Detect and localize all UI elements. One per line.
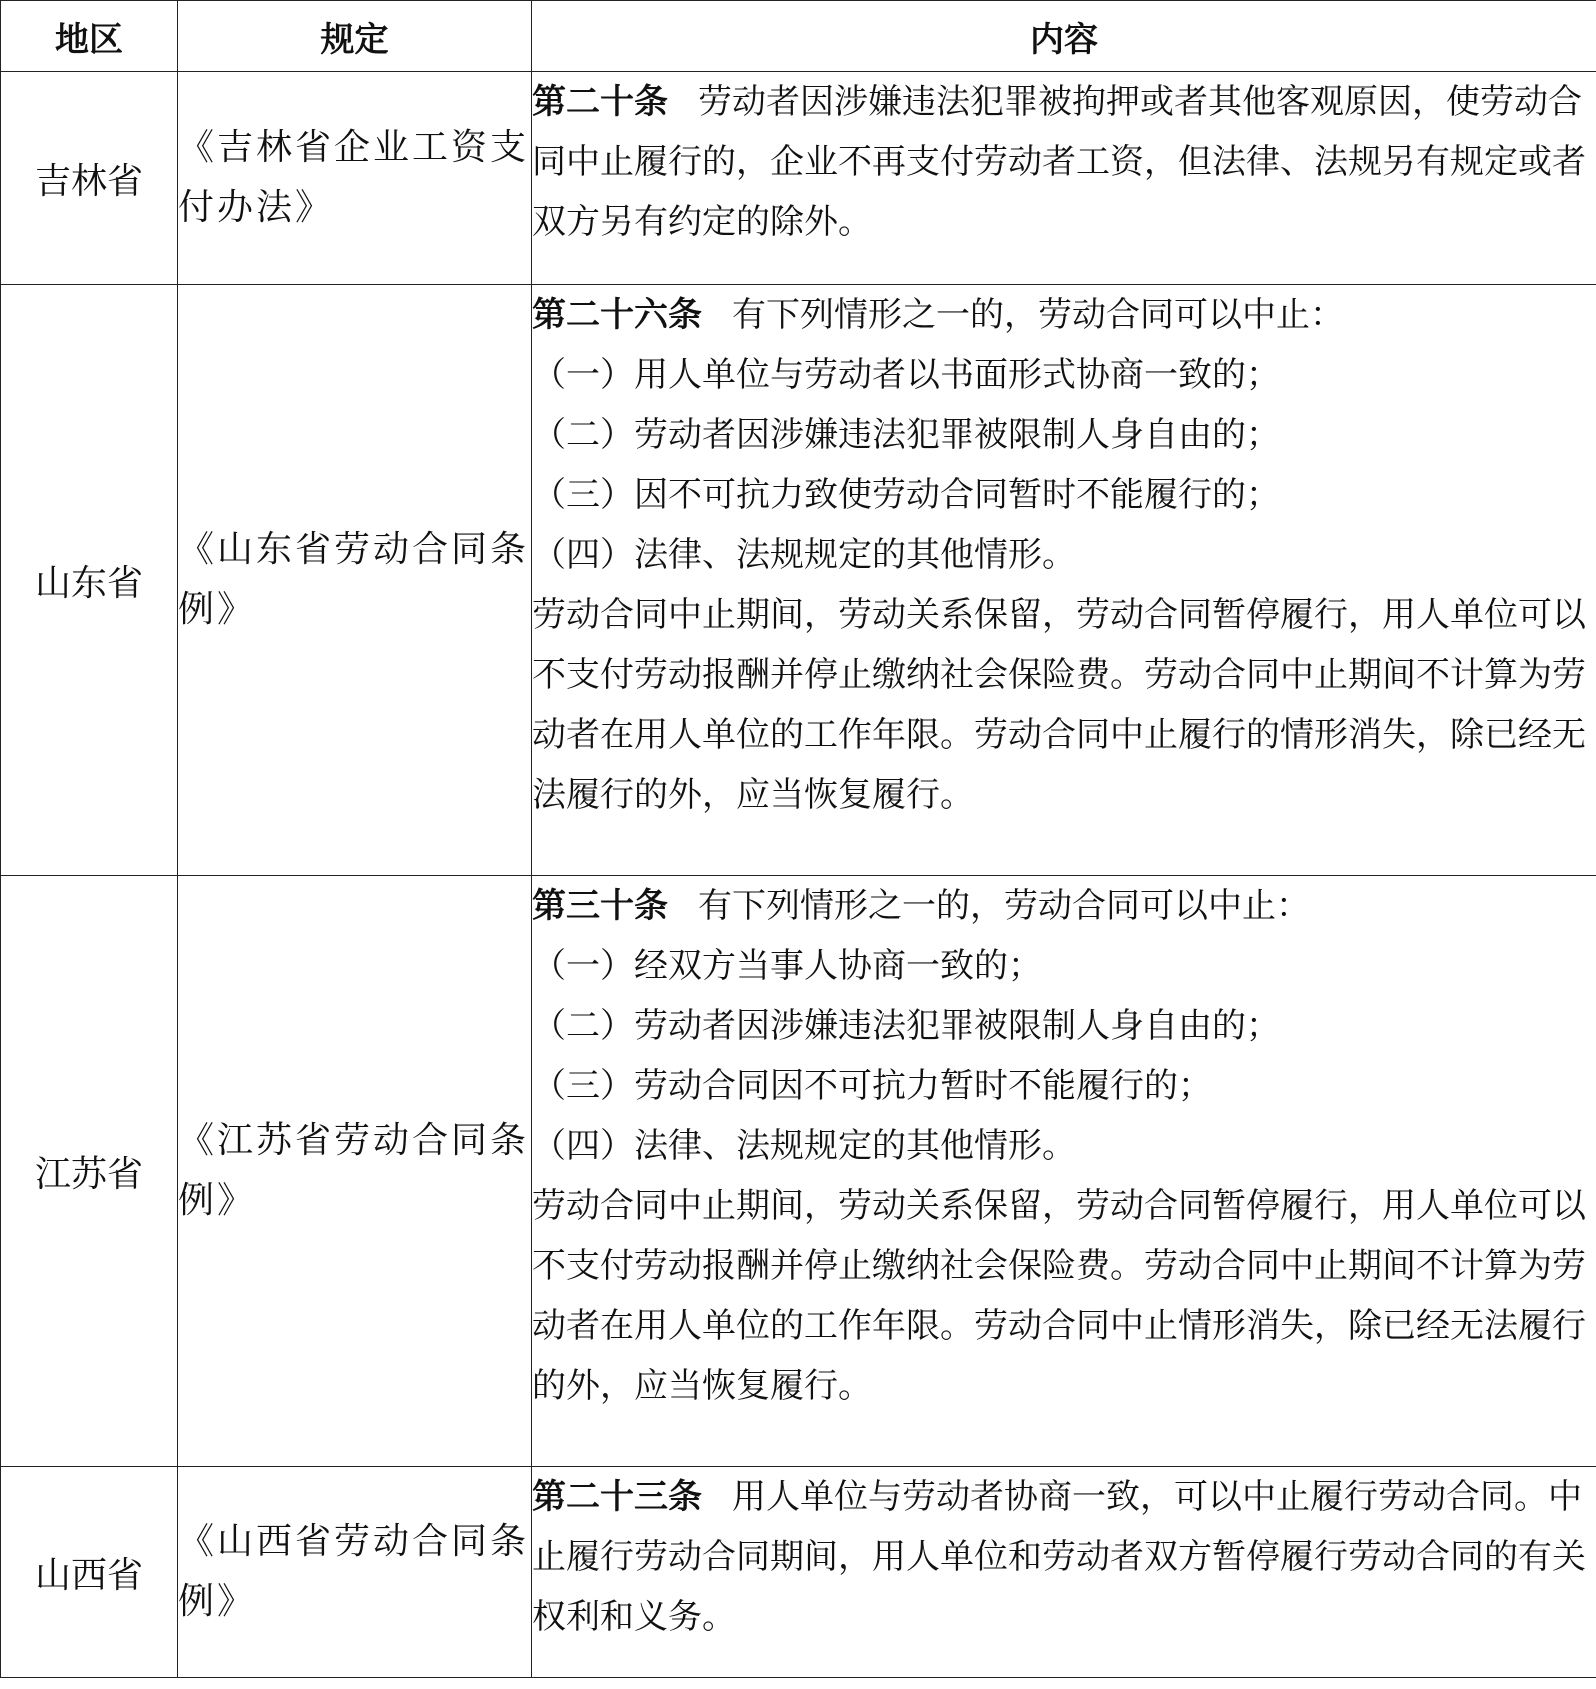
article-number: 第二十三条 bbox=[532, 1477, 702, 1517]
list-item: （四）法律、法规规定的其他情形。 bbox=[532, 535, 1076, 575]
region-cell: 山东省 bbox=[1, 285, 178, 876]
article-number: 第二十条 bbox=[532, 82, 668, 122]
table-row bbox=[1, 285, 1596, 876]
regulation-cell: 《山东省劳动合同条例》 bbox=[178, 285, 532, 876]
content-cell bbox=[532, 72, 1596, 285]
content-paragraph: 劳动合同中止期间，劳动关系保留，劳动合同暂停履行，用人单位可以不支付劳动报酬并停止缴纳社会保险费。劳动合同中止期间不计算为劳动者在用人单位的工作年限。劳动合同中止履行的情形消失，除已经无法履行的外，应当恢复履行。 bbox=[532, 595, 1586, 815]
region-cell: 江苏省 bbox=[1, 876, 178, 1467]
content-cell bbox=[532, 876, 1596, 1467]
table-row bbox=[1, 72, 1596, 285]
list-item: （二）劳动者因涉嫌违法犯罪被限制人身自由的； bbox=[532, 1006, 1280, 1046]
regulation-cell: 《山西省劳动合同条例》 bbox=[178, 1467, 532, 1678]
list-item: （一）经双方当事人协商一致的； bbox=[532, 946, 1042, 986]
content-paragraph: 劳动合同中止期间，劳动关系保留，劳动合同暂停履行，用人单位可以不支付劳动报酬并停止缴纳社会保险费。劳动合同中止期间不计算为劳动者在用人单位的工作年限。劳动合同中止情形消失，除已经无法履行的外，应当恢复履行。 bbox=[532, 1186, 1586, 1406]
content-cell bbox=[532, 1467, 1596, 1678]
list-item: （一）用人单位与劳动者以书面形式协商一致的； bbox=[532, 355, 1280, 395]
header-row bbox=[1, 1, 1596, 72]
list-item: （二）劳动者因涉嫌违法犯罪被限制人身自由的； bbox=[532, 415, 1280, 455]
content-paragraph bbox=[532, 72, 1596, 252]
article-text: 有下列情形之一的，劳动合同可以中止： bbox=[732, 295, 1344, 335]
content-paragraph bbox=[532, 876, 1596, 936]
header-content: 内容 bbox=[532, 1, 1596, 72]
region-cell: 山西省 bbox=[1, 1467, 178, 1678]
table-row bbox=[1, 876, 1596, 1467]
header-region: 地区 bbox=[1, 1, 178, 72]
content-cell bbox=[532, 285, 1596, 876]
content-paragraph bbox=[532, 1467, 1596, 1647]
article-number: 第二十六条 bbox=[532, 295, 702, 335]
regulation-cell: 《吉林省企业工资支付办法》 bbox=[178, 72, 532, 285]
article-number: 第三十条 bbox=[532, 886, 668, 926]
article-text: 用人单位与劳动者协商一致，可以中止履行劳动合同。中止履行劳动合同期间，用人单位和劳动者双方暂停履行劳动合同的有关权利和义务。 bbox=[532, 1477, 1586, 1637]
content-paragraph bbox=[532, 285, 1596, 345]
header-regulation: 规定 bbox=[178, 1, 532, 72]
regulation-cell: 《江苏省劳动合同条例》 bbox=[178, 876, 532, 1467]
list-item: （三）劳动合同因不可抗力暂时不能履行的； bbox=[532, 1066, 1212, 1106]
table-row bbox=[1, 1467, 1596, 1678]
list-item: （四）法律、法规规定的其他情形。 bbox=[532, 1126, 1076, 1166]
list-item: （三）因不可抗力致使劳动合同暂时不能履行的； bbox=[532, 475, 1280, 515]
region-cell: 吉林省 bbox=[1, 72, 178, 285]
article-text: 劳动者因涉嫌违法犯罪被拘押或者其他客观原因，使劳动合同中止履行的，企业不再支付劳动者工资，但法律、法规另有规定或者双方另有约定的除外。 bbox=[532, 82, 1586, 242]
article-text: 有下列情形之一的，劳动合同可以中止： bbox=[698, 886, 1310, 926]
